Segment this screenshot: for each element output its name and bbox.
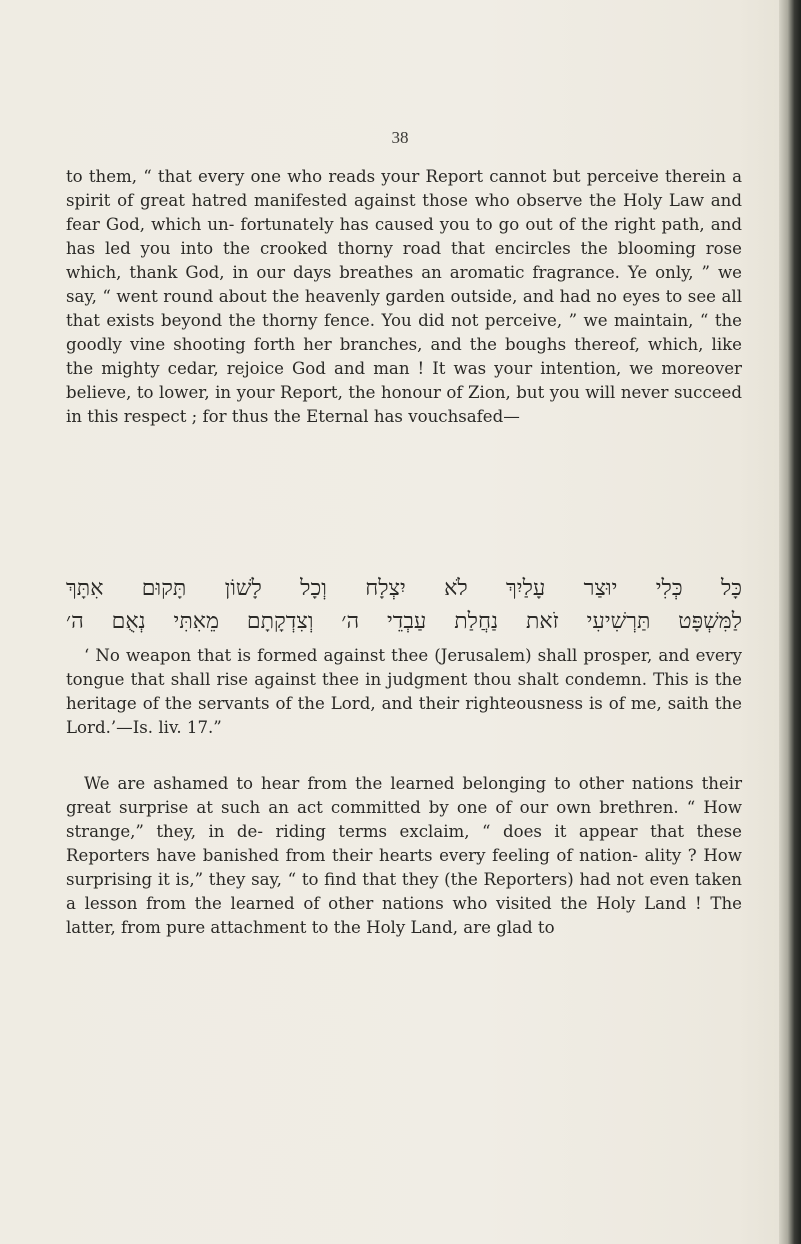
hebrew-quotation [66,572,742,638]
translation-paragraph: ‘ No weapon that is formed against thee (Jerusalem) shall prosper, and every tongue that shall rise against thee in judgment thou shalt condemn. This is the heritage of the servants of the Lord, and their righteousness is of me, saith the Lord.’—Is. liv. 17.” [66,646,742,737]
page-number: 38 [391,128,409,147]
hebrew-line-1: כָּל כְּלִי יוּצַר עָלַיִךְ לֹא יִצְלָח וְכָל לָשׁוֹן תָּקוּם אִתָּךְ [66,576,742,601]
hebrew-line-2: לַמִּשְׁפָּט תַּרְשִׁיעִי זֹאת נַחֲלַת עַבְדֵי ה׳ וְצִדְקָתָם מֵאִתִּי נְאֻם ה׳ [66,609,742,634]
paragraph-body: We are ashamed to hear from the learned belonging to other nations their great surprise at such an act committed by one of our own brethren. “ How strange,” they, in de- riding terms exclaim, “ does it appear that these Reporters have banished from their hearts every feeling of nation- ality ? How surprising it is,” they say, “ to find that they (the Reporters) had not even taken a lesson from the learned of other nations who visited the Holy Land ! The latter, from pure attachment to the Holy Land, are glad to [66,774,742,937]
paragraph-continued: to them, “ that every one who reads your Report cannot but perceive therein a spirit of great hatred manifested against those who observe the Holy Law and fear God, which un- fortunately has caused you to go out of the right path, and has led you into the crooked thorny road that encircles the blooming rose which, thank God, in our days breathes an aromatic fragrance. Ye only, ” we say, “ went round about the heavenly garden outside, and had no eyes to see all that exists beyond the thorny fence. You did not perceive, ” we maintain, “ the goodly vine shooting forth her branches, and the boughs thereof, which, like the mighty cedar, rejoice God and man ! It was your intention, we moreover believe, to lower, in your Report, the honour of Zion, but you will never succeed in this respect ; for thus the Eternal has vouchsafed— [66,167,742,426]
page-binding-edge [779,0,801,1244]
